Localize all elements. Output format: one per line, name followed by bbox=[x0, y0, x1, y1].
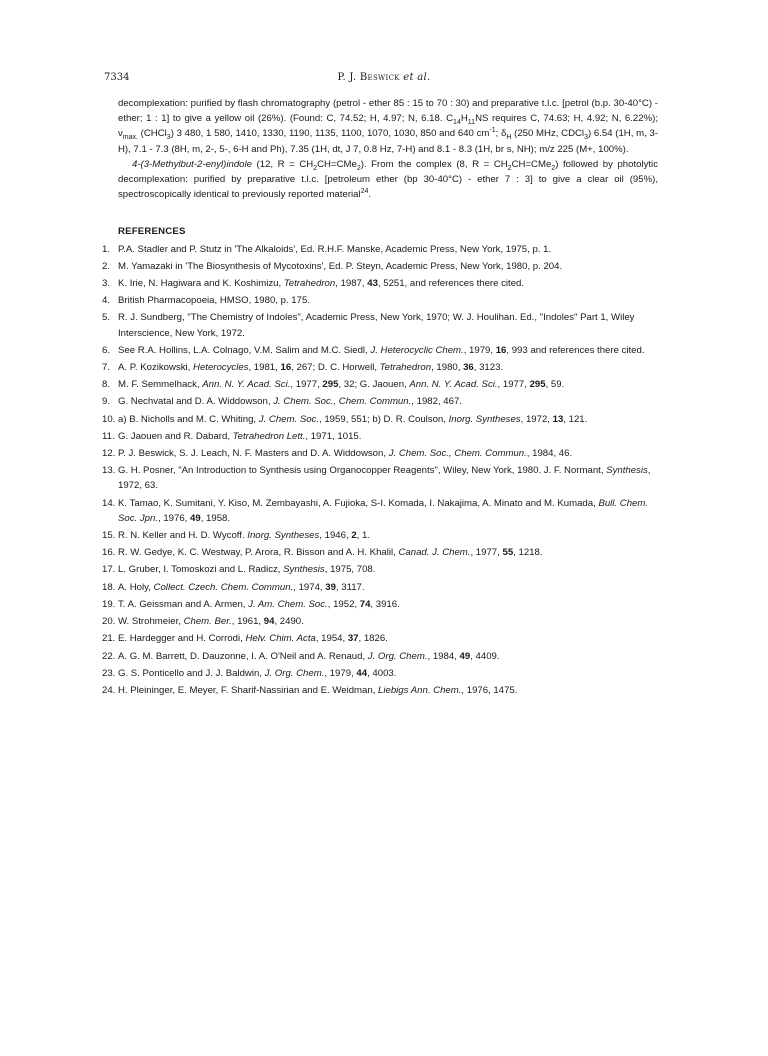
reference-item bbox=[102, 545, 658, 560]
journal-name: J. Chem. Soc., Chem. Commun. bbox=[273, 396, 412, 408]
reference-text-run: , 1971, 1015. bbox=[305, 430, 362, 442]
reference-item bbox=[102, 614, 658, 629]
reference-item bbox=[102, 649, 658, 664]
reference-text-run: , 1972, bbox=[520, 413, 553, 425]
subscript: H bbox=[506, 134, 512, 142]
reference-number: 14. bbox=[102, 497, 116, 509]
reference-text-run: K. Irie, N. Hagiwara and K. Koshimizu, bbox=[118, 278, 284, 290]
subscript: 11 bbox=[467, 119, 476, 127]
text-run: ) 3 480, 1 580, 1410, 1330, 1190, 1135, 1100, 1070, 1030, 850 and 640 cm bbox=[170, 128, 490, 140]
reference-text-run: A. P. Kozikowski, bbox=[118, 362, 194, 374]
reference-text-run: , 1946, bbox=[319, 530, 352, 542]
volume-number: 44 bbox=[356, 667, 368, 679]
journal-name: J. Org. Chem. bbox=[367, 650, 428, 662]
reference-text bbox=[118, 293, 658, 308]
reference-number: 22. bbox=[102, 650, 116, 662]
reference-number: 23. bbox=[102, 667, 116, 679]
reference-item bbox=[102, 496, 658, 526]
reference-item bbox=[102, 343, 658, 358]
text-run: (250 MHz, CDCl bbox=[511, 128, 585, 140]
volume-number: 36 bbox=[463, 362, 474, 374]
reference-text-run: , 1977, bbox=[470, 547, 503, 559]
volume-number: 13 bbox=[552, 413, 564, 425]
reference-item bbox=[102, 683, 658, 698]
reference-text-run: , 1952, bbox=[327, 598, 360, 610]
reference-number: 17. bbox=[102, 564, 116, 576]
journal-name: Canad. J. Chem. bbox=[398, 547, 471, 559]
reference-text-run: , 5251, and references there cited. bbox=[377, 278, 525, 290]
reference-text bbox=[118, 429, 658, 444]
reference-number: 1. bbox=[102, 243, 111, 255]
volume-number: 16 bbox=[280, 362, 292, 374]
journal-name: J. Chem. Soc., Chem. Commun. bbox=[388, 448, 527, 460]
reference-number: 20. bbox=[102, 616, 116, 628]
reference-text-run: R. N. Keller and H. D. Wycoff. bbox=[118, 530, 248, 542]
paragraph-decomplexation bbox=[118, 96, 658, 157]
reference-text-run: , 1987, bbox=[335, 278, 368, 290]
reference-text-run: , 59. bbox=[545, 379, 565, 391]
reference-item bbox=[102, 463, 658, 493]
journal-name: Bull. Chem. Soc. Jpn. bbox=[118, 497, 649, 524]
reference-number: 19. bbox=[102, 598, 116, 610]
reference-item bbox=[102, 360, 658, 375]
volume-number: 43 bbox=[367, 278, 378, 290]
reference-item bbox=[102, 580, 658, 595]
reference-text-run: , 1979, bbox=[463, 344, 496, 356]
reference-text-run: , 1961, bbox=[231, 616, 264, 628]
journal-name: J. Am. Chem. Soc. bbox=[248, 598, 328, 610]
reference-text-run: , 1. bbox=[356, 530, 370, 542]
reference-item bbox=[102, 293, 658, 308]
reference-item bbox=[102, 412, 658, 427]
reference-text bbox=[118, 377, 658, 392]
subscript: 3 bbox=[166, 134, 171, 142]
volume-number: 295 bbox=[529, 379, 546, 391]
reference-number: 7. bbox=[102, 362, 111, 374]
reference-text-run: , 1982, 467. bbox=[411, 396, 462, 408]
reference-number: 12. bbox=[102, 448, 116, 460]
reference-text bbox=[118, 412, 658, 427]
paragraph-methylbutenylindole bbox=[118, 157, 658, 203]
reference-text bbox=[118, 545, 658, 560]
reference-text-run: , 1979, bbox=[324, 667, 357, 679]
volume-number: 49 bbox=[459, 650, 471, 662]
reference-number: 24. bbox=[102, 684, 116, 696]
reference-text-run: , 2490. bbox=[274, 616, 304, 628]
reference-text-run: A. Holy, bbox=[118, 581, 154, 593]
reference-number: 6. bbox=[102, 344, 111, 356]
reference-number: 15. bbox=[102, 530, 116, 542]
reference-text-run: , 1954, bbox=[315, 633, 348, 645]
reference-item bbox=[102, 446, 658, 461]
running-head bbox=[104, 72, 664, 83]
text-run: (CHCl bbox=[137, 128, 167, 140]
reference-text-run: , 1984, 46. bbox=[526, 448, 573, 460]
text-run: . bbox=[368, 189, 372, 201]
reference-item bbox=[102, 310, 658, 340]
reference-text bbox=[118, 649, 658, 664]
reference-text bbox=[118, 276, 658, 291]
subscript: 14 bbox=[453, 119, 461, 127]
reference-text-run: , 32; G. Jaouen, bbox=[338, 379, 410, 391]
reference-text-run: R. J. Sundberg, "The Chemistry of Indoles", Academic Press, New York, 1970; W. J. Houlihan. Ed., "Indoles" Part 1, Wiley Interscience, New York, 1972. bbox=[118, 312, 635, 339]
reference-text-run: W. Strohmeier, bbox=[118, 616, 184, 628]
reference-text-run: G. H. Posner, "An Introduction to Synthesis using Organocopper Reagents", Wiley, New York, 1980. J. F. Normant, bbox=[118, 465, 607, 477]
reference-text-run: , 3916. bbox=[370, 598, 400, 610]
author-names: P. J. Beswick bbox=[337, 72, 404, 83]
reference-item bbox=[102, 276, 658, 291]
reference-text bbox=[118, 580, 658, 595]
journal-name: Collect. Czech. Chem. Commun. bbox=[153, 581, 294, 593]
reference-item bbox=[102, 666, 658, 681]
volume-number: 55 bbox=[502, 547, 514, 559]
journal-name: Synthesis bbox=[283, 564, 325, 576]
reference-item bbox=[102, 429, 658, 444]
reference-number: 18. bbox=[102, 581, 116, 593]
text-run: CH=CMe bbox=[317, 158, 357, 170]
reference-text-run: L. Gruber, I. Tomoskozi and L. Radicz, bbox=[118, 564, 284, 576]
reference-text-run: , 1218. bbox=[513, 547, 543, 559]
subscript: 3 bbox=[584, 134, 588, 142]
et-al: et al. bbox=[403, 72, 431, 83]
reference-text-run: , 1972, 63. bbox=[118, 465, 651, 492]
text-run: ) 6.54 (1H, m, 3-H), 7.1 - 7.3 (8H, m, 2-, 5-, 6-H and Ph), 7.35 (1H, dt, J 7, 0.8 Hz, 7-H) and 8.1 - 8.3 (1H, br s, NH); m/z 225 (M+, 100%). bbox=[118, 128, 659, 155]
reference-text-run: , 4409. bbox=[470, 650, 500, 662]
reference-text-run: British Pharmacopoeia, HMSO, 1980, p. 175. bbox=[118, 295, 310, 307]
reference-text-run: , 1974, bbox=[293, 581, 326, 593]
reference-text-run: , 1984, bbox=[427, 650, 460, 662]
reference-text-run: G. Nechvatal and D. A. Widdowson, bbox=[118, 396, 274, 408]
reference-text bbox=[118, 614, 658, 629]
journal-name: J. Chem. Soc. bbox=[258, 413, 320, 425]
reference-number: 4. bbox=[102, 295, 111, 307]
reference-number: 3. bbox=[102, 278, 111, 290]
reference-number: 9. bbox=[102, 396, 111, 408]
reference-item bbox=[102, 631, 658, 646]
volume-number: 16 bbox=[495, 344, 507, 356]
reference-text-run: , 3117. bbox=[335, 581, 365, 593]
reference-text-run: , 1976, bbox=[158, 512, 191, 524]
reference-text-run: , 1977, bbox=[497, 379, 530, 391]
journal-name: J. Org. Chem. bbox=[264, 667, 325, 679]
reference-text bbox=[118, 343, 658, 358]
subscript: 2 bbox=[313, 164, 318, 172]
reference-text-run: G. S. Ponticello and J. J. Baldwin, bbox=[118, 667, 265, 679]
reference-text-run: , 3123. bbox=[473, 362, 504, 374]
reference-item bbox=[102, 597, 658, 612]
reference-text-run: M. F. Semmelhack, bbox=[118, 379, 203, 391]
reference-number: 5. bbox=[102, 312, 111, 324]
reference-text bbox=[118, 496, 658, 526]
references-heading: REFERENCES bbox=[118, 226, 186, 238]
reference-number: 8. bbox=[102, 379, 111, 391]
text-run: CH=CMe bbox=[511, 158, 552, 170]
subscript: 2 bbox=[507, 164, 512, 172]
reference-item bbox=[102, 562, 658, 577]
reference-list bbox=[102, 242, 658, 698]
reference-text-run: G. Jaouen and R. Dabard, bbox=[118, 430, 233, 442]
reference-text-run: T. A. Geissman and A. Armen, bbox=[118, 598, 249, 610]
reference-text bbox=[118, 310, 658, 340]
reference-text-run: , 1958. bbox=[200, 512, 231, 524]
reference-item bbox=[102, 259, 658, 274]
journal-name: Tetrahedron bbox=[283, 278, 336, 290]
article-body bbox=[102, 96, 659, 700]
journal-name: Ann. N. Y. Acad. Sci. bbox=[202, 379, 291, 391]
journal-name: J. Heterocyclic Chem. bbox=[370, 344, 464, 356]
journal-name: Helv. Chim. Acta bbox=[245, 633, 316, 645]
reference-text bbox=[118, 394, 658, 409]
text-run: H bbox=[460, 113, 468, 125]
reference-text-run: M. Yamazaki in 'The Biosynthesis of Mycotoxins', Ed. P. Steyn, Academic Press, New York, 1980, p. 204. bbox=[118, 260, 563, 272]
reference-text bbox=[118, 597, 658, 612]
compound-name: 4-(3-Methylbut-2-enyl)indole bbox=[132, 158, 252, 170]
reference-number: 13. bbox=[102, 465, 116, 477]
reference-text-run: P.A. Stadler and P. Stutz in 'The Alkaloids', Ed. R.H.F. Manske, Academic Press, New York, 1975, p. 1. bbox=[118, 243, 552, 255]
reference-item bbox=[102, 394, 658, 409]
reference-text-run: , 267; D. C. Horwell, bbox=[291, 362, 380, 374]
text-run: (12, R = CH bbox=[251, 158, 314, 170]
reference-number: 11. bbox=[102, 430, 115, 442]
volume-number: 295 bbox=[322, 379, 339, 391]
volume-number: 39 bbox=[325, 581, 336, 593]
reference-text bbox=[118, 360, 658, 375]
reference-text-run: E. Hardegger and H. Corrodi, bbox=[118, 633, 246, 645]
reference-text-run: , 1980, bbox=[431, 362, 464, 374]
journal-name: Ann. N. Y. Acad. Sci. bbox=[409, 379, 498, 391]
journal-name: Tetrahedron Lett. bbox=[232, 430, 306, 442]
reference-text-run: a) B. Nicholls and M. C. Whiting, bbox=[118, 413, 259, 425]
journal-name: Liebigs Ann. Chem. bbox=[378, 684, 462, 696]
reference-text-run: , 1981, bbox=[248, 362, 281, 374]
reference-text bbox=[118, 242, 658, 257]
reference-text bbox=[118, 666, 658, 681]
reference-item bbox=[102, 242, 658, 257]
journal-name: Inorg. Syntheses bbox=[247, 530, 320, 542]
reference-text bbox=[118, 528, 658, 543]
page-header bbox=[104, 72, 664, 88]
volume-number: 2 bbox=[351, 530, 357, 542]
text-run: ). From the complex (8, R = CH bbox=[360, 158, 508, 170]
reference-text bbox=[118, 562, 658, 577]
journal-name: Tetrahedron bbox=[379, 362, 432, 374]
volume-number: 94 bbox=[263, 616, 275, 628]
reference-text-run: , 121. bbox=[563, 413, 588, 425]
journal-name: Chem. Ber. bbox=[183, 616, 232, 628]
reference-number: 2. bbox=[102, 260, 111, 272]
reference-number: 16. bbox=[102, 547, 116, 559]
page-number: 7334 bbox=[104, 72, 130, 83]
reference-text-run: A. G. M. Barrett, D. Dauzonne, I. A. O'Neil and A. Renaud, bbox=[118, 650, 368, 662]
reference-text bbox=[118, 259, 658, 274]
reference-number: 10. bbox=[102, 413, 116, 425]
reference-text bbox=[118, 631, 658, 646]
journal-name: Inorg. Syntheses bbox=[448, 413, 521, 425]
volume-number: 74 bbox=[359, 598, 371, 610]
reference-text bbox=[118, 683, 658, 698]
reference-text-run: , 1976, 1475. bbox=[461, 684, 518, 696]
reference-text bbox=[118, 446, 658, 461]
reference-item bbox=[102, 377, 658, 392]
reference-text-run: H. Pleininger, E. Meyer, F. Sharif-Nassirian and E. Weidman, bbox=[118, 684, 379, 696]
reference-text-run: R. W. Gedye, K. C. Westway, P. Arora, R. Bisson and A. H. Khalil, bbox=[118, 547, 399, 559]
reference-text-run: P. J. Beswick, S. J. Leach, N. F. Masters and D. A. Widdowson, bbox=[118, 448, 389, 460]
journal-name: Synthesis bbox=[606, 465, 648, 477]
subscript: 2 bbox=[551, 164, 556, 172]
reference-text-run: , 1959, 551; b) D. R. Coulson, bbox=[319, 413, 449, 425]
volume-number: 37 bbox=[347, 633, 359, 645]
reference-text-run: See R.A. Hollins, L.A. Colnago, V.M. Salim and M.C. Siedl, bbox=[118, 344, 371, 356]
reference-text-run: , 1977, bbox=[290, 379, 323, 391]
superscript: -1 bbox=[489, 127, 496, 135]
subscript: max. bbox=[122, 134, 138, 142]
reference-number: 21. bbox=[102, 633, 116, 645]
text-run: decomplexation: purified by flash chromatography (petrol - ether 85 : 15 to 70 : 30) and preparative t.l.c. [petrol (b.p. 30-40°C) - ether; 1 : 1] to give a yellow oil (26%). (Found: C, 74.52; H, 4.97; N, 6.18. C bbox=[118, 98, 658, 125]
reference-text-run: , 1826. bbox=[358, 633, 388, 645]
subscript: 2 bbox=[356, 164, 361, 172]
reference-text-run: , 4003. bbox=[367, 667, 397, 679]
superscript: 24 bbox=[360, 188, 369, 196]
text-run: ; δ bbox=[495, 128, 507, 140]
reference-text bbox=[118, 463, 658, 493]
volume-number: 49 bbox=[190, 512, 201, 524]
reference-text-run: K. Tamao, K. Sumitani, Y. Kiso, M. Zembayashi, A. Fujioka, S-I. Komada, I. Nakajima, A. Minato and M. Kumada, bbox=[118, 497, 599, 509]
reference-item bbox=[102, 528, 658, 543]
journal-name: Heterocycles bbox=[193, 362, 249, 374]
reference-text-run: , 1975, 708. bbox=[324, 564, 376, 576]
text-run: NS requires C, 74.63; H, 4.92; N, 6.22%); ν bbox=[118, 113, 658, 140]
text-run: ) followed by photolytic decomplexation: purified by preparative t.l.c. [petroleum ether (bp 30-40°C) - ether 7 : 3] to give a clear oil (95%), spectroscopically identical to previously reported material bbox=[118, 158, 658, 201]
reference-text-run: , 993 and references there cited. bbox=[506, 344, 645, 356]
